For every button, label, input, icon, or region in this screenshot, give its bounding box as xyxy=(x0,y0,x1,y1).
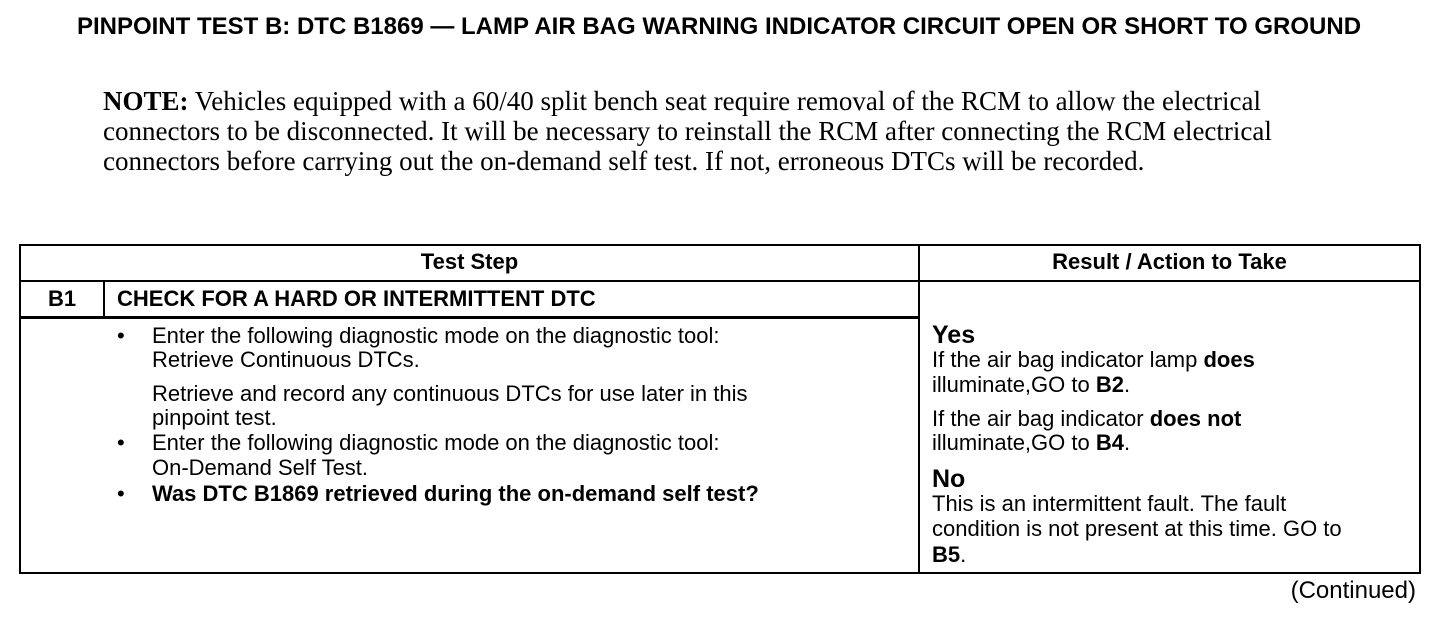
yes-case-1-target: B2 xyxy=(1095,372,1124,397)
step-item-1-line-1: Enter the following diagnostic mode on the diagnostic tool: xyxy=(152,323,720,348)
yes-case-2-target: B4 xyxy=(1095,430,1124,455)
yes-case-1-line-2 xyxy=(932,373,1130,397)
table-border-top xyxy=(19,244,1421,246)
step-item-4-question: Was DTC B1869 retrieved during the on-demand self test? xyxy=(152,481,759,506)
no-line-2: condition is not present at this time. GO to xyxy=(932,516,1342,541)
yes-case-2-text: If the air bag indicator xyxy=(932,406,1150,431)
yes-case-2-goto: illuminate,GO to xyxy=(932,430,1096,455)
step-item-3-line-1: Enter the following diagnostic mode on the diagnostic tool: xyxy=(152,430,720,455)
yes-case-2-line-2 xyxy=(932,431,1130,455)
bullet-marker: • xyxy=(117,481,125,506)
table-border-bottom xyxy=(19,572,1421,574)
bullet-marker: • xyxy=(117,430,125,455)
no-period: . xyxy=(960,542,967,567)
header-test-step: Test Step xyxy=(420,249,519,274)
column-divider xyxy=(918,244,920,574)
step-id-divider xyxy=(103,280,105,318)
yes-case-1-emphasis: does xyxy=(1203,347,1255,372)
page-title: PINPOINT TEST B: DTC B1869 — LAMP AIR BAG WARNING INDICATOR CIRCUIT OPEN OR SHORT TO GROUND xyxy=(76,13,1362,40)
step-item-1-line-2: Retrieve Continuous DTCs. xyxy=(152,347,420,372)
header-divider xyxy=(19,280,1421,282)
step-item-3-line-2: On-Demand Self Test. xyxy=(152,455,369,480)
yes-case-1-line-1 xyxy=(932,348,1255,372)
step-item-2-line-1: Retrieve and record any continuous DTCs for use later in this xyxy=(152,381,748,406)
yes-case-2-emphasis: does not xyxy=(1149,406,1242,431)
note-text: Vehicles equipped with a 60/40 split bench seat require removal of the RCM to allow the electrical connectors to be disconnected. It will be necessary to reinstall the RCM after connecting the RCM electrical connectors before carrying out the on-demand self test. If not, erroneous DTCs will be recorded. xyxy=(103,86,1272,176)
no-line-3 xyxy=(932,543,966,567)
yes-case-1-period: . xyxy=(1123,372,1131,397)
step-item-2-line-2: pinpoint test. xyxy=(152,405,277,430)
bullet-marker: • xyxy=(117,323,125,348)
no-line-1: This is an intermittent fault. The fault xyxy=(932,491,1287,516)
yes-case-1-goto: illuminate,GO to xyxy=(932,372,1096,397)
note-label: NOTE: xyxy=(103,86,189,116)
step-id: B1 xyxy=(47,286,77,311)
no-target: B5 xyxy=(932,542,961,567)
yes-label: Yes xyxy=(932,321,976,349)
no-label: No xyxy=(932,465,966,493)
step-title: CHECK FOR A HARD OR INTERMITTENT DTC xyxy=(117,286,596,311)
continued-marker: (Continued) xyxy=(1290,577,1416,604)
note-paragraph xyxy=(103,86,1333,176)
table-border-right xyxy=(1419,244,1421,574)
yes-case-2-period: . xyxy=(1123,430,1131,455)
yes-case-2-line-1 xyxy=(932,407,1241,431)
yes-case-1-text: If the air bag indicator lamp xyxy=(932,347,1204,372)
header-result-action: Result / Action to Take xyxy=(1052,249,1287,274)
step-title-divider xyxy=(19,316,920,319)
